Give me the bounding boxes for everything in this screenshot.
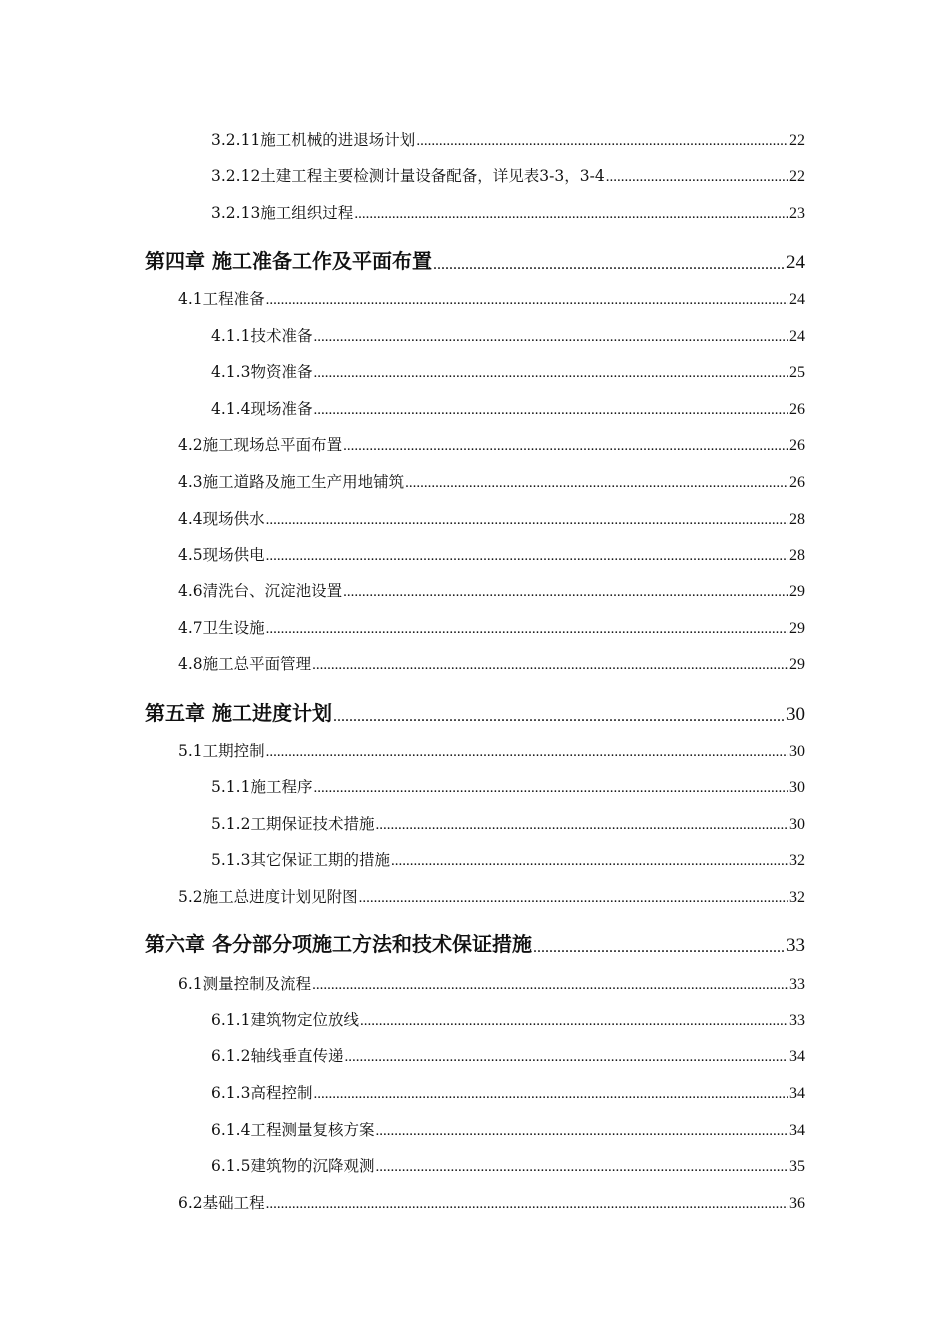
toc-leader-dots [354, 206, 788, 223]
toc-leader-dots [313, 780, 788, 797]
toc-chapter-entry[interactable] [145, 698, 805, 726]
toc-entry-page: 22 [789, 132, 805, 149]
toc-entry-page: 26 [789, 437, 805, 454]
toc-entry-title: 4.1.1技术准备 [211, 327, 313, 345]
toc-entry-title: 4.4现场供水 [178, 510, 265, 528]
toc-entry[interactable] [211, 395, 805, 419]
toc-entry-title: 3.2.11施工机械的进退场计划 [211, 131, 416, 149]
toc-leader-dots [375, 1123, 788, 1140]
toc-entry-page: 36 [789, 1195, 805, 1212]
toc-chapter-entry[interactable] [145, 929, 805, 957]
toc-entry[interactable] [211, 846, 805, 870]
toc-leader-dots [333, 708, 785, 726]
toc-leader-dots [313, 365, 788, 382]
toc-entry[interactable] [211, 358, 805, 382]
toc-entry-title: 6.1测量控制及流程 [178, 975, 312, 993]
toc-entry-title: 3.2.13施工组织过程 [211, 204, 354, 222]
toc-entry[interactable] [178, 737, 805, 761]
toc-entry-page: 30 [786, 704, 805, 725]
toc-leader-dots [533, 939, 785, 957]
toc-entry-title: 第五章 施工进度计划 [145, 701, 332, 725]
toc-entry-title: 4.6清洗台、沉淀池设置 [178, 582, 343, 600]
toc-entry-page: 29 [789, 583, 805, 600]
toc-entry-title: 4.8施工总平面管理 [178, 655, 312, 673]
toc-entry[interactable] [211, 1042, 805, 1066]
toc-entry-page: 34 [789, 1048, 805, 1065]
toc-entry-title: 4.3施工道路及施工生产用地铺筑 [178, 473, 405, 491]
toc-entry[interactable] [211, 1006, 805, 1030]
toc-entry-title: 6.1.1建筑物定位放线 [211, 1011, 359, 1029]
toc-leader-dots [344, 1049, 788, 1066]
toc-entry-page: 28 [789, 547, 805, 564]
toc-leader-dots [391, 853, 788, 870]
toc-leader-dots [416, 133, 788, 150]
toc-leader-dots [312, 977, 788, 994]
toc-leader-dots [433, 256, 785, 274]
toc-entry-title: 6.1.5建筑物的沉降观测 [211, 1157, 375, 1175]
toc-entry-page: 28 [789, 511, 805, 528]
toc-entry-title: 5.1.3其它保证工期的措施 [211, 851, 390, 869]
toc-entry-page: 23 [789, 205, 805, 222]
toc-entry[interactable] [211, 126, 805, 150]
toc-leader-dots [313, 1086, 788, 1103]
toc-entry-title: 4.5现场供电 [178, 546, 265, 564]
toc-entry-page: 26 [789, 474, 805, 491]
toc-leader-dots [312, 657, 788, 674]
toc-chapter-entry[interactable] [145, 246, 805, 274]
toc-entry-page: 25 [789, 364, 805, 381]
toc-entry-page: 24 [789, 291, 805, 308]
toc-entry[interactable] [178, 505, 805, 529]
toc-entry-title: 6.1.3高程控制 [211, 1084, 313, 1102]
toc-entry-title: 4.7卫生设施 [178, 619, 265, 637]
toc-entry[interactable] [211, 1116, 805, 1140]
toc-entry[interactable] [178, 650, 805, 674]
toc-entry-page: 33 [789, 1012, 805, 1029]
toc-entry[interactable] [211, 322, 805, 346]
toc-entry-page: 22 [789, 168, 805, 185]
toc-entry-page: 26 [789, 401, 805, 418]
toc-entry-title: 5.2施工总进度计划见附图 [178, 888, 358, 906]
toc-entry-page: 30 [789, 743, 805, 760]
toc-leader-dots [313, 402, 788, 419]
toc-leader-dots [405, 475, 788, 492]
toc-entry[interactable] [178, 614, 805, 638]
toc-entry-title: 5.1.1施工程序 [211, 778, 313, 796]
toc-entry-page: 33 [786, 935, 805, 956]
toc-entry-page: 33 [789, 976, 805, 993]
toc-leader-dots [266, 1196, 788, 1213]
toc-entry-page: 29 [789, 620, 805, 637]
toc-entry[interactable] [211, 1152, 805, 1176]
toc-entry-title: 4.1.3物资准备 [211, 363, 313, 381]
toc-entry[interactable] [211, 1079, 805, 1103]
toc-leader-dots [359, 890, 788, 907]
toc-entry[interactable] [178, 577, 805, 601]
toc-entry-page: 24 [786, 252, 805, 273]
toc-leader-dots [343, 438, 788, 455]
toc-leader-dots [266, 292, 788, 309]
toc-entry-title: 5.1工期控制 [178, 742, 265, 760]
toc-entry-page: 30 [789, 816, 805, 833]
toc-entry-title: 5.1.2工期保证技术措施 [211, 815, 375, 833]
toc-entry-page: 30 [789, 779, 805, 796]
toc-entry[interactable] [178, 883, 805, 907]
toc-entry-title: 6.1.2轴线垂直传递 [211, 1047, 344, 1065]
toc-entry-page: 35 [789, 1158, 805, 1175]
toc-leader-dots [266, 744, 788, 761]
toc-leader-dots [375, 817, 788, 834]
toc-entry[interactable] [178, 970, 805, 994]
toc-entry-page: 24 [789, 328, 805, 345]
toc-leader-dots [266, 621, 788, 638]
toc-entry-title: 3.2.12土建工程主要检测计量设备配备，详见表3-3，3-4 [211, 167, 605, 185]
toc-entry[interactable] [211, 773, 805, 797]
toc-entry[interactable] [211, 199, 805, 223]
toc-entry[interactable] [178, 285, 805, 309]
toc-entry-page: 32 [789, 852, 805, 869]
toc-entry[interactable] [178, 541, 805, 565]
toc-entry-title: 第六章 各分部分项施工方法和技术保证措施 [145, 932, 532, 956]
toc-entry[interactable] [178, 431, 805, 455]
toc-entry-page: 29 [789, 656, 805, 673]
toc-leader-dots [360, 1013, 788, 1030]
toc-leader-dots [375, 1159, 788, 1176]
toc-leader-dots [343, 584, 788, 601]
toc-leader-dots [266, 512, 788, 529]
toc-entry-title: 4.1.4现场准备 [211, 400, 313, 418]
toc-entry[interactable] [178, 468, 805, 492]
toc-entry-page: 34 [789, 1122, 805, 1139]
toc-leader-dots [606, 169, 788, 186]
toc-entry-title: 第四章 施工准备工作及平面布置 [145, 249, 432, 273]
toc-entry-title: 6.1.4工程测量复核方案 [211, 1121, 375, 1139]
toc-entry-title: 4.1工程准备 [178, 290, 265, 308]
toc-entry[interactable] [211, 162, 805, 186]
toc-entry[interactable] [211, 810, 805, 834]
toc-entry-title: 6.2基础工程 [178, 1194, 265, 1212]
toc-entry[interactable] [178, 1189, 805, 1213]
toc-leader-dots [266, 548, 788, 565]
toc-entry-title: 4.2施工现场总平面布置 [178, 436, 343, 454]
toc-entry-page: 32 [789, 889, 805, 906]
toc-entry-page: 34 [789, 1085, 805, 1102]
toc-leader-dots [313, 329, 788, 346]
